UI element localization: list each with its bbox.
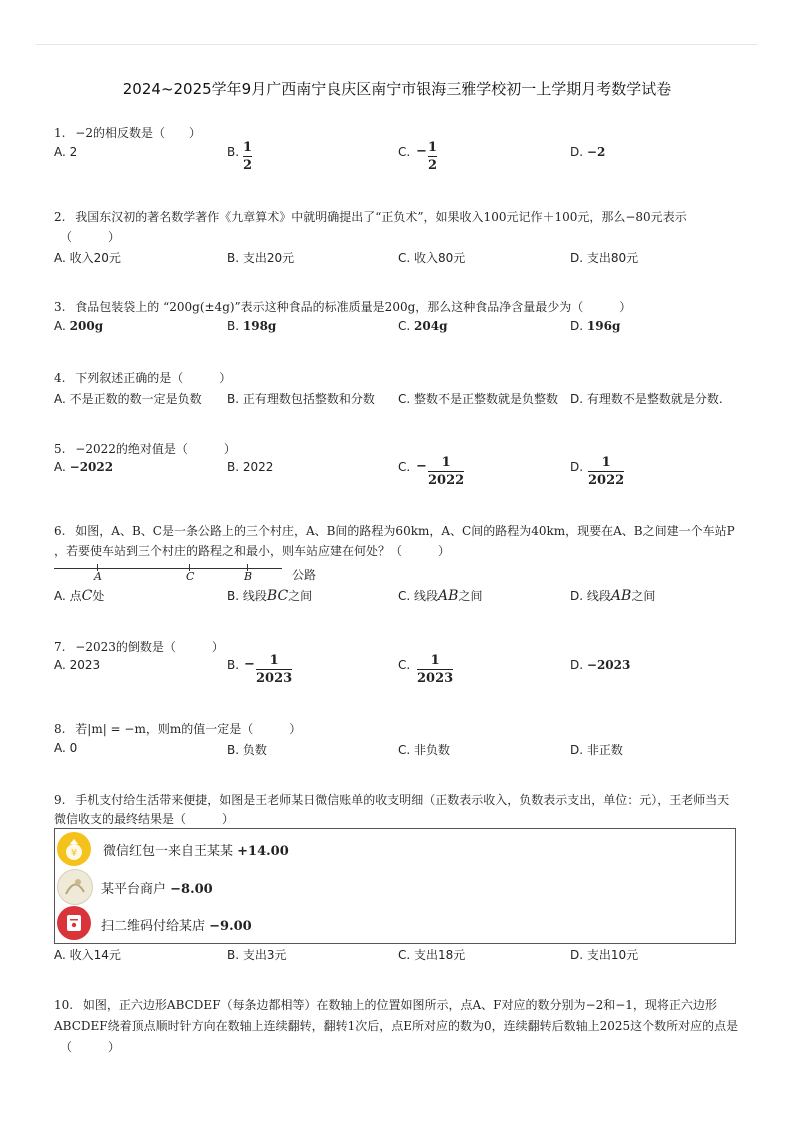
question-stem: 若|m| = −m，则m的值一定是（ ） [75,722,302,736]
q7-option-c-fraction: 1 2023 [417,653,454,686]
minus-sign: − [416,144,427,159]
question-stem: −2023的倒数是（ ） [75,640,224,654]
wechat-bill-figure [54,828,736,944]
red-packet-coin-icon [57,832,91,866]
q4-option-d[interactable]: D. 有理数不是整数就是分数. [570,392,723,406]
question-stem: 手机支付给生活带来便捷，如图是王老师某日微信账单的收支明细（正数表示收入，负数表示支出，单位：元），王老师当天 [75,793,730,807]
q3-option-d[interactable]: D. 196g [570,319,621,333]
question-stem-line2: ABCDEF绕着顶点顺时针方向在数轴上连续翻转，翻转1次后，点E所对应的数为0，连续翻转后数轴上2025这个数所对应的点是 [54,1019,739,1033]
q7-option-c[interactable]: C. [398,658,411,672]
q5-option-b[interactable]: B. 2022 [227,460,274,474]
question-number: 7. [54,640,66,654]
q2-option-d[interactable]: D. 支出80元 [570,251,639,265]
q8-option-b[interactable]: B. 负数 [227,743,267,757]
q4-option-c[interactable]: C. 整数不是正整数就是负整数 [398,392,559,406]
question-8 [54,720,301,737]
point-c-label: C [186,570,195,583]
minus-sign: − [244,657,255,672]
q7-option-d[interactable]: D. −2023 [570,658,631,672]
page-title: 2024~2025学年9月广西南宁良庆区南宁市银海三雅学校初一上学期月考数学试卷 [122,80,672,98]
q1-option-d[interactable]: D. −2 [570,145,606,159]
qr-payment-icon [57,906,91,940]
q7-option-b[interactable]: B. [227,658,240,672]
q3-option-a[interactable]: A. 200g [54,319,104,333]
header-rule [36,44,758,45]
question-number: 4. [54,371,66,385]
question-number: 3. [54,300,66,314]
question-stem: 我国东汉初的著名数学著作《九章算术》中就明确提出了“正负术”，如果收入100元记作＋100元，那么−80元表示 [75,210,687,224]
question-9 [54,791,729,808]
q5-option-a[interactable]: A. −2022 [54,460,114,474]
question-1 [54,124,201,141]
question-3 [54,298,631,315]
q1-option-c[interactable]: C. [398,145,411,159]
q1-option-b[interactable]: B. [227,145,240,159]
question-10 [54,996,717,1013]
question-number: 6. [54,524,66,538]
q5-option-d-fraction: 1 2022 [588,455,625,488]
q2-option-c[interactable]: C. 收入80元 [398,251,466,265]
point-a-label: A [94,570,102,583]
question-number: 9. [54,793,66,807]
question-stem-line2: 微信收支的最终结果是（ ） [54,812,235,826]
q9-option-d[interactable]: D. 支出10元 [570,948,639,962]
merchant-avatar-icon [57,869,93,905]
question-stem: 如图，A、B、C是一条公路上的三个村庄，A、B间的路程为60km，A、C间的路程为40km，现要在A、B之间建一个车站P [75,524,735,538]
question-stem: 下列叙述正确的是（ ） [75,371,232,385]
q7-option-b-fraction: 1 2023 [256,653,293,686]
q6-option-c[interactable]: C. 线段AB之间 [398,588,483,604]
q2-option-b[interactable]: B. 支出20元 [227,251,295,265]
q9-option-b[interactable]: B. 支出3元 [227,948,287,962]
question-5 [54,440,236,457]
question-2 [54,208,687,225]
question-stem: −2022的绝对值是（ ） [75,442,236,456]
question-number: 8. [54,722,66,736]
question-stem: −2的相反数是（ ） [75,126,201,140]
q9-option-a[interactable]: A. 收入14元 [54,948,121,962]
question-stem: 如图，正六边形ABCDEF（每条边都相等）在数轴上的位置如图所示，点A、F对应的数分别为−2和−1，现将正六边形 [82,998,717,1012]
q4-option-a[interactable]: A. 不是正数的数一定是负数 [54,392,202,406]
q1-option-c-fraction: 1 2 [428,140,438,173]
q1-option-a[interactable]: A. 2 [54,145,78,159]
question-number: 10. [54,998,74,1012]
bill-row-1: 微信红包一来自王某某 +14.00 [103,844,289,859]
question-7 [54,638,224,655]
q2-option-a[interactable]: A. 收入20元 [54,251,121,265]
point-b-label: B [244,570,253,583]
q6-option-b[interactable]: B. 线段BC之间 [227,588,313,604]
question-stem: 食品包装袋上的 “200g(±4g)”表示这种食品的标准质量是200g，那么这种食品净含量最少为（ ） [75,300,632,314]
minus-sign: − [416,459,427,474]
question-number: 2. [54,210,66,224]
question-number: 1. [54,126,66,140]
question-stem-line2: ，若要使车站到三个村庄的路程之和最小，则车站应建在何处？（ ） [54,544,451,558]
svg-text:¥: ¥ [70,848,78,859]
q8-option-d[interactable]: D. 非正数 [570,743,623,757]
question-stem-line2: （ ） [60,230,121,244]
bill-row-2: 某平台商户 −8.00 [101,882,213,897]
q7-option-a[interactable]: A. 2023 [54,658,101,672]
q1-option-b-fraction: 1 2 [243,140,253,173]
q9-option-c[interactable]: C. 支出18元 [398,948,466,962]
q6-option-a[interactable]: A. 点C处 [54,588,105,604]
q5-option-c[interactable]: C. [398,460,411,474]
q6-option-d[interactable]: D. 线段AB之间 [570,588,656,604]
question-stem-line3: （ ） [60,1040,121,1054]
q4-option-b[interactable]: B. 正有理数包括整数和分数 [227,392,375,406]
bill-row-3: 扫二维码付给某店 −9.00 [101,919,252,934]
q5-option-d[interactable]: D. [570,460,584,474]
road-label: 公路 [292,568,317,582]
q8-option-c[interactable]: C. 非负数 [398,743,451,757]
q3-option-c[interactable]: C. 204g [398,319,448,333]
question-6 [54,522,735,539]
question-number: 5. [54,442,66,456]
q8-option-a[interactable]: A. 0 [54,741,78,755]
q5-option-c-fraction: 1 2022 [428,455,465,488]
question-4 [54,369,231,386]
q3-option-b[interactable]: B. 198g [227,319,277,333]
